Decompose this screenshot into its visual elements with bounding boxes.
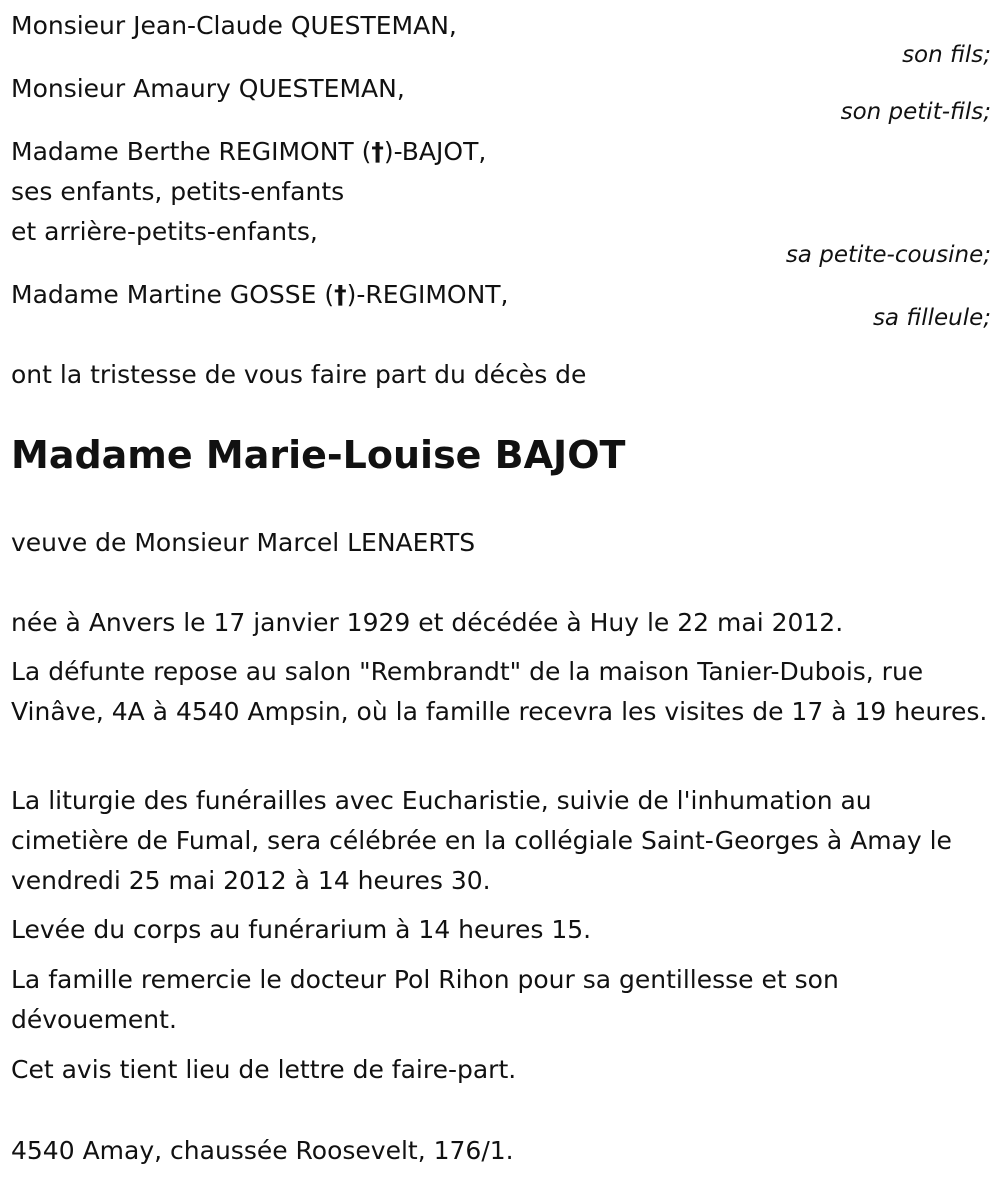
birth-death-info: née à Anvers le 17 janvier 1929 et décédée à Huy le 22 mai 2012. <box>11 608 844 637</box>
address: 4540 Amay, chaussée Roosevelt, 176/1. <box>11 1136 514 1165</box>
family-relation: son fils; <box>902 42 991 68</box>
name-part: Madame Martine GOSSE ( <box>11 280 335 309</box>
family-member-name <box>11 132 991 172</box>
deceased-name: Madame Marie-Louise BAJOT <box>11 433 626 477</box>
family-member-1 <box>11 6 991 68</box>
family-member-3 <box>11 132 991 268</box>
family-member-line: ses enfants, petits-enfants <box>11 177 345 206</box>
family-relation: sa petite-cousine; <box>785 242 991 268</box>
viewing-info: La défunte repose au salon "Rembrandt" de la maison Tanier-Dubois, rue Vinâve, 4A à 4540 Ampsin, où la famille recevra les visites de 17 à 19 heures. <box>11 657 988 726</box>
cross-icon: † <box>371 137 384 166</box>
family-member-line: et arrière-petits-enfants, <box>11 217 318 246</box>
family-member-name: Monsieur Jean-Claude QUESTEMAN, <box>11 11 457 40</box>
family-relation: sa filleule; <box>872 305 991 331</box>
departure-info: Levée du corps au funérarium à 14 heures 15. <box>11 915 592 944</box>
thanks-info: La famille remercie le docteur Pol Rihon pour sa gentillesse et son dévouement. <box>11 965 839 1034</box>
family-member-4 <box>11 275 991 331</box>
family-member-name: Monsieur Amaury QUESTEMAN, <box>11 74 405 103</box>
family-member-name <box>11 275 991 315</box>
cross-icon: † <box>334 280 347 309</box>
name-part: )-BAJOT, <box>383 137 487 166</box>
family-relation: son petit-fils; <box>840 99 991 125</box>
funeral-info: La liturgie des funérailles avec Eucharistie, suivie de l'inhumation au cimetière de Fumal, sera célébrée en la collégiale Saint-Georges à Amay le vendredi 25 mai 2012 à 14 heures 30. <box>11 786 952 895</box>
announcement: ont la tristesse de vous faire part du décès de <box>11 360 587 389</box>
name-part: )-REGIMONT, <box>346 280 509 309</box>
deceased-spouse: veuve de Monsieur Marcel LENAERTS <box>11 528 476 557</box>
family-member-2 <box>11 69 991 125</box>
name-part: Madame Berthe REGIMONT ( <box>11 137 372 166</box>
notice-statement: Cet avis tient lieu de lettre de faire-part. <box>11 1055 517 1084</box>
